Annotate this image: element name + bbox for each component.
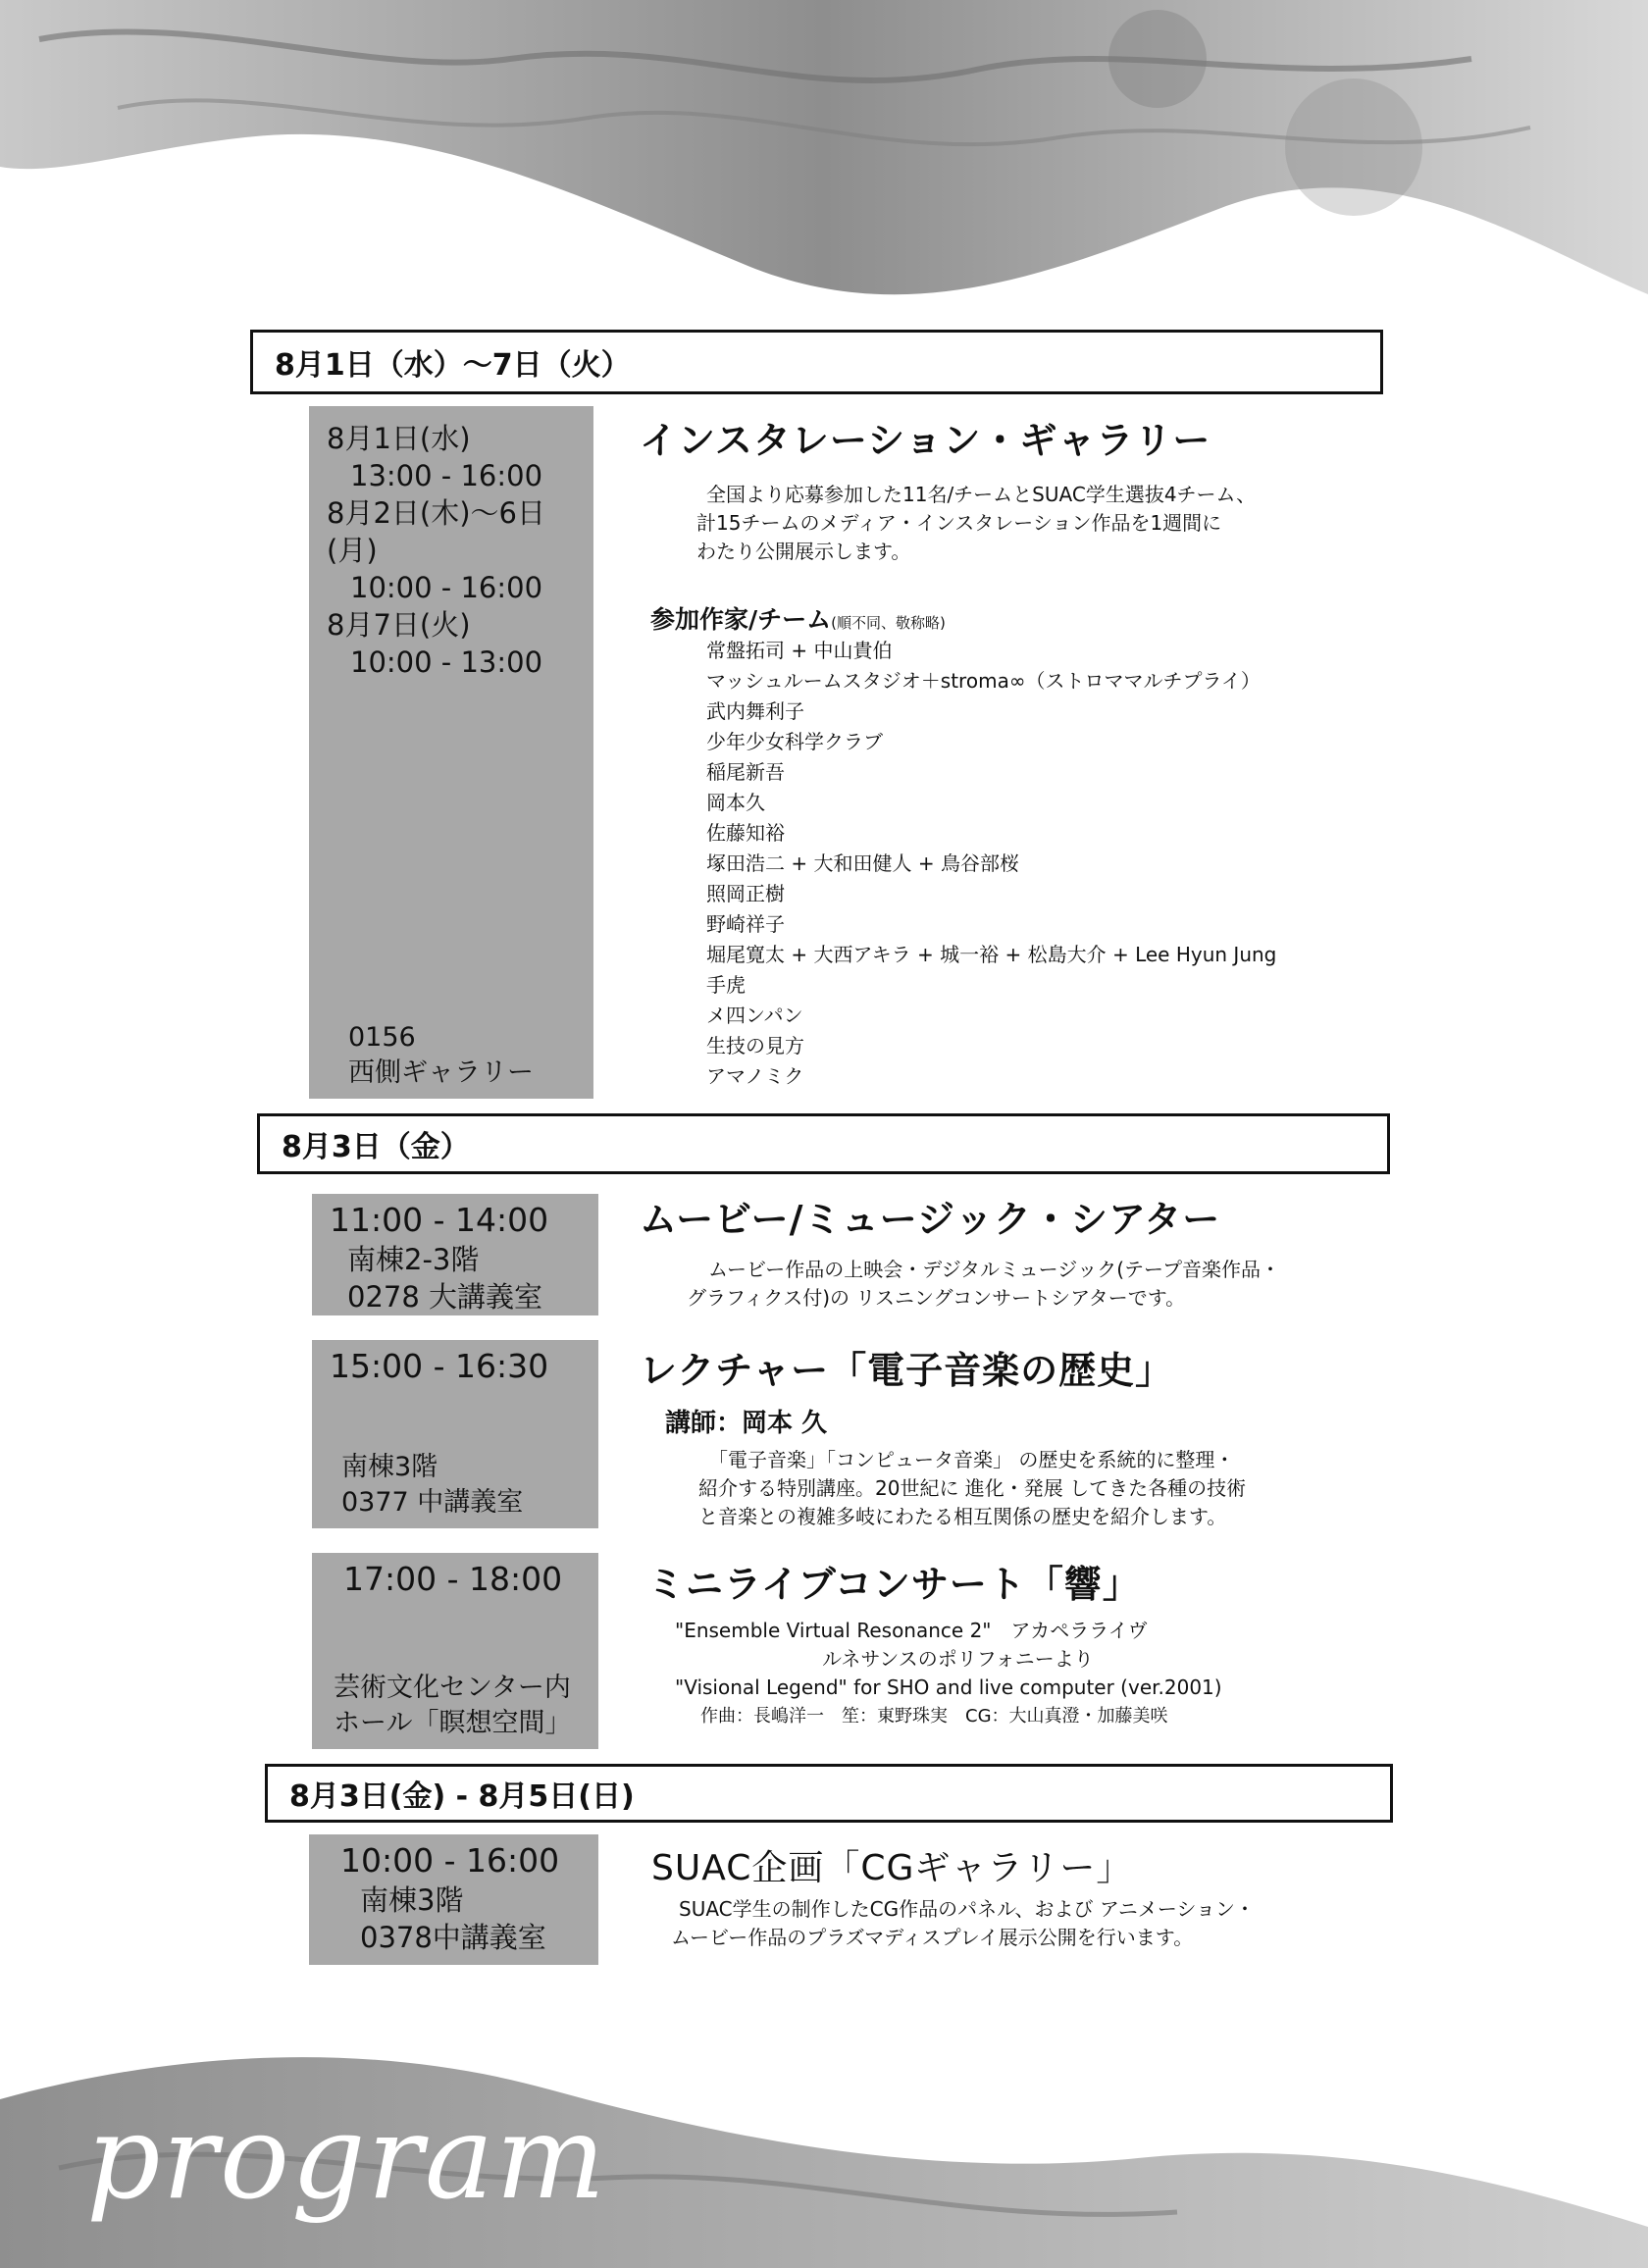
- location-line: 0378中講義室: [360, 1921, 546, 1954]
- event-description: [675, 1617, 1283, 1730]
- event-title: ムービー/ミュージック・シアター: [640, 1198, 1221, 1241]
- artists-heading-text: 参加作家/チーム: [650, 605, 832, 634]
- schedule-box-concert: [312, 1553, 598, 1749]
- event-time: 17:00 - 18:00: [343, 1560, 563, 1598]
- schedule-box-lecture: [312, 1340, 598, 1528]
- description-line: ルネサンスのポリフォニーより: [822, 1647, 1094, 1671]
- artist-item: 塚田浩二 + 大和田健人 + 鳥谷部桜: [706, 851, 1019, 875]
- artists-heading: [650, 600, 946, 636]
- description-line: グラフィクス付)の リスニングコンサートシアターです。: [687, 1286, 1186, 1310]
- description-line: "Ensemble Virtual Resonance 2" アカペラライヴ: [675, 1619, 1148, 1642]
- artists-note: (順不同、敬称略): [831, 614, 946, 632]
- description-line: 「電子音楽」「コンピュータ音楽」 の歴史を系統的に整理・: [708, 1448, 1235, 1471]
- artist-item: アマノミク: [706, 1064, 804, 1088]
- artist-item: 岡本久: [706, 791, 765, 814]
- artist-item: メ四ンパン: [706, 1004, 803, 1027]
- artist-item: 稲尾新吾: [706, 760, 785, 784]
- date-line: 8月2日(木)〜6日(月): [327, 496, 545, 567]
- schedule-box-movie-theater: [312, 1194, 598, 1315]
- location-line: 0377 中講義室: [341, 1487, 524, 1518]
- artist-item: 少年少女科学クラブ: [706, 730, 883, 753]
- event-title: レクチャー「電子音楽の歴史」: [640, 1349, 1174, 1392]
- program-footer-word: program: [86, 2089, 608, 2225]
- artist-item: 照岡正樹: [706, 882, 785, 905]
- time-line: 13:00 - 16:00: [350, 459, 543, 492]
- event-time: 15:00 - 16:30: [330, 1347, 549, 1385]
- date-label: 8月3日（金）: [282, 1130, 470, 1164]
- artist-item: 常盤拓司 + 中山貴伯: [706, 639, 893, 662]
- date-label: 8月3日(金) - 8月5日(日): [289, 1779, 635, 1814]
- event-title: SUAC企画「CGギャラリー」: [651, 1848, 1133, 1888]
- artist-list: [706, 636, 1276, 1092]
- event-description: [677, 481, 1256, 566]
- description-line: 作曲：長嶋洋一 笙：東野珠実 CG：大山真澄・加藤美咲: [700, 1706, 1168, 1727]
- time-line: 10:00 - 13:00: [350, 645, 543, 679]
- event-time: 10:00 - 16:00: [340, 1841, 560, 1880]
- description-line: 紹介する特別講座。20世紀に 進化・発展 してきた各種の技術: [698, 1476, 1247, 1500]
- date-line: 8月1日(水): [327, 422, 471, 455]
- description-line: 全国より応募参加した11名/チームとSUAC学生選抜4チーム、: [706, 483, 1257, 506]
- event-time: 11:00 - 14:00: [330, 1201, 549, 1239]
- location-line: 0278 大講義室: [347, 1280, 543, 1314]
- location-line: 南棟2-3階: [347, 1243, 480, 1276]
- artist-item: マッシュルームスタジオ＋stroma∞（ストロママルチプライ）: [706, 669, 1261, 693]
- location-line: ホール「瞑想空間」: [334, 1708, 572, 1738]
- artist-item: 堀尾寛太 + 大西アキラ + 城一裕 + 松島大介 + Lee Hyun Jung: [706, 943, 1277, 966]
- date-bar-aug1-7: [250, 330, 1383, 394]
- date-label: 8月1日（水）〜7日（火）: [275, 348, 631, 383]
- location-line: 芸術文化センター内: [334, 1673, 571, 1703]
- room-name: 西側ギャラリー: [348, 1057, 534, 1088]
- description-line: ムービー作品のプラズマディスプレイ展示公開を行います。: [671, 1926, 1194, 1949]
- date-bar-aug3-5: [265, 1764, 1393, 1823]
- description-line: 計15チームのメディア・インスタレーション作品を1週間に: [696, 511, 1222, 535]
- schedule-box-cg-gallery: [309, 1834, 598, 1965]
- event-description: [687, 1256, 1280, 1313]
- time-line: 10:00 - 16:00: [350, 571, 543, 604]
- artist-item: 野崎祥子: [706, 912, 785, 936]
- location-line: 南棟3階: [341, 1452, 438, 1482]
- schedule-box-installation: [309, 406, 593, 1099]
- artist-item: 佐藤知裕: [706, 821, 785, 845]
- event-description: [698, 1446, 1246, 1531]
- room-number: 0156: [348, 1022, 416, 1053]
- date-line: 8月7日(火): [327, 608, 471, 642]
- event-title: インスタレーション・ギャラリー: [640, 419, 1211, 462]
- description-line: わたり公開展示します。: [696, 540, 911, 563]
- artist-item: 武内舞利子: [706, 699, 804, 723]
- description-line: "Visional Legend" for SHO and live computer (ver.2001): [675, 1675, 1222, 1699]
- event-title: ミニライブコンサート「響」: [647, 1563, 1141, 1606]
- event-description: [671, 1895, 1255, 1952]
- description-line: SUAC学生の制作したCG作品のパネル、および アニメーション・: [679, 1897, 1256, 1921]
- artist-item: 生技の見方: [706, 1034, 804, 1057]
- description-line: と音楽との複雑多岐にわたる相互関係の歴史を紹介します。: [698, 1505, 1227, 1528]
- date-bar-aug3: [257, 1113, 1390, 1174]
- top-wave-decoration: [0, 0, 1648, 324]
- artist-item: 手虎: [706, 973, 746, 997]
- location-line: 南棟3階: [360, 1883, 464, 1917]
- description-line: ムービー作品の上映会・デジタルミュージック(テープ音楽作品・: [708, 1258, 1281, 1281]
- lecturer: 講師：岡本 久: [665, 1409, 828, 1438]
